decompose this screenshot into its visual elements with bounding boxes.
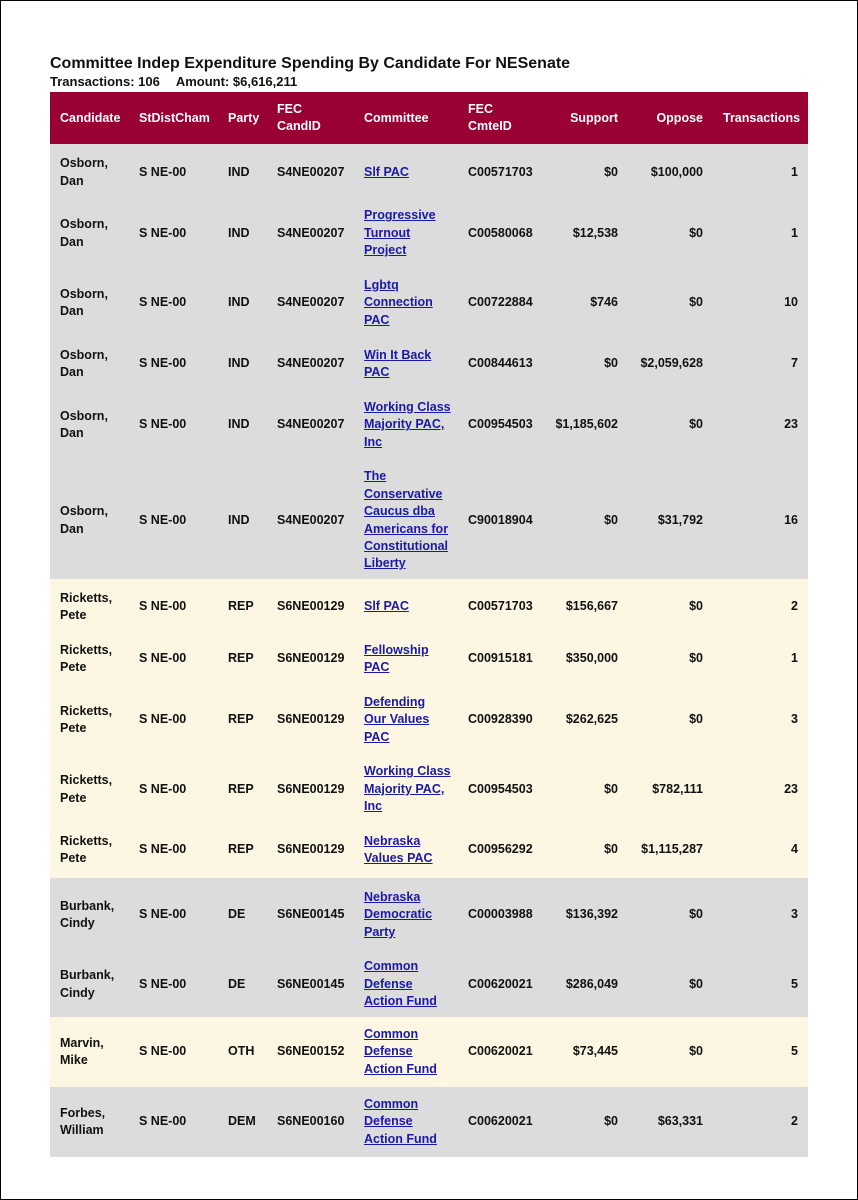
cmteid-cell: C00844613 [458,340,543,388]
district-cell: S NE-00 [129,1087,218,1157]
party-cell: IND [218,144,267,201]
candid-cell: S4NE00207 [267,340,354,388]
oppose-cell: $0 [628,952,713,1017]
cmteid-cell: C00954503 [458,388,543,462]
cmteid-cell: C00620021 [458,952,543,1017]
header-text: Oppose [656,110,703,125]
table-row [50,757,808,822]
candidate-cell-line: Burbank, [60,898,115,913]
party-cell: REP [218,635,267,683]
candidate-cell-line: Dan [60,521,84,536]
committee-cell-line[interactable]: Project [364,243,407,258]
table-row [50,201,808,266]
committee-cell[interactable] [354,1017,458,1087]
header-text: Support [570,110,618,125]
table-row [50,462,808,579]
candidate-cell-line: Ricketts, [60,703,113,718]
candidate-cell-line: Ricketts, [60,833,113,848]
oppose-cell: $0 [628,266,713,340]
committee-cell-line[interactable]: Win It Back [364,347,432,362]
district-cell: S NE-00 [129,388,218,462]
transactions-cell: 10 [713,266,808,340]
column-header-party [218,92,267,144]
committee-link[interactable] [364,959,437,1008]
committee-cell-line[interactable]: Lgbtq [364,277,399,292]
transactions-cell: 1 [713,144,808,201]
column-header-fec-candid [267,92,354,144]
committee-cell[interactable] [354,757,458,822]
committee-link[interactable] [364,643,429,674]
cmteid-cell: C00928390 [458,683,543,757]
support-cell: $1,185,602 [543,388,628,462]
committee-cell-line[interactable]: Action Fund [364,1131,437,1146]
candid-cell: S6NE00145 [267,878,354,952]
candid-cell: S4NE00207 [267,201,354,266]
committee-cell-line[interactable]: PAC [364,660,390,674]
header-text: Transactions [723,110,801,125]
transactions-cell: 4 [713,822,808,878]
committee-link[interactable] [364,764,451,813]
committee-cell-line[interactable]: Defense [364,976,413,991]
transactions-cell: 23 [713,388,808,462]
candidate-cell [50,388,129,462]
oppose-cell: $63,331 [628,1087,713,1157]
party-cell: IND [218,462,267,579]
committee-link[interactable] [364,1027,437,1076]
candidate-cell-line: Marvin, [60,1035,104,1050]
committee-cell[interactable] [354,635,458,683]
column-header-transactions [713,92,808,144]
district-cell: S NE-00 [129,683,218,757]
candidate-cell [50,266,129,340]
committee-link[interactable] [364,348,431,379]
committee-cell-line[interactable]: The [364,469,387,484]
column-header-oppose [628,92,713,144]
committee-link[interactable] [364,599,409,613]
candidate-cell [50,462,129,579]
committee-link[interactable] [364,469,448,570]
party-cell: IND [218,388,267,462]
table-row [50,683,808,757]
support-cell: $73,445 [543,1017,628,1087]
oppose-cell: $0 [628,635,713,683]
table-row [50,144,808,201]
district-cell: S NE-00 [129,201,218,266]
committee-cell-line[interactable]: Our Values [364,712,430,727]
cmteid-cell: C00915181 [458,635,543,683]
candidate-cell-line: Dan [60,365,84,379]
support-cell: $0 [543,757,628,822]
header-text: CandID [277,119,321,133]
committee-link[interactable] [364,208,436,257]
committee-cell-line[interactable]: Working Class [364,764,451,779]
transactions-cell: 7 [713,340,808,388]
committee-cell-line[interactable]: Action Fund [364,994,437,1009]
party-cell: OTH [218,1017,267,1087]
cmteid-cell: C00571703 [458,144,543,201]
committee-cell-line[interactable]: Majority PAC, [364,417,445,432]
candidate-cell-line: Cindy [60,985,95,1000]
committee-cell-line[interactable]: Americans for [364,521,449,536]
candidate-cell-line: Pete [60,851,87,865]
candid-cell: S6NE00152 [267,1017,354,1087]
district-cell: S NE-00 [129,579,218,635]
oppose-cell: $2,059,628 [628,340,713,388]
committee-cell-line[interactable]: Action Fund [364,1061,437,1076]
transactions-cell: 16 [713,462,808,579]
committee-cell[interactable] [354,144,458,201]
candidate-cell [50,878,129,952]
party-cell: REP [218,822,267,878]
candid-cell: S6NE00129 [267,757,354,822]
candidate-cell-line: William [60,1123,104,1137]
table-row [50,822,808,878]
candidate-cell-line: Osborn, [60,347,108,362]
candidate-cell-line: Osborn, [60,504,108,519]
committee-cell-line[interactable]: Slf PAC [364,164,409,179]
committee-cell-line[interactable]: Common [364,1096,419,1111]
committee-cell-line[interactable]: Values PAC [364,851,433,865]
committee-cell-line[interactable]: Common [364,1026,419,1041]
support-cell: $0 [543,822,628,878]
transactions-cell: 5 [713,952,808,1017]
header-text: FEC [277,102,302,116]
expenditure-table [50,92,808,1157]
committee-cell[interactable] [354,201,458,266]
amount-total: Amount: $6,616,211 [175,74,298,89]
candidate-cell [50,757,129,822]
candidate-cell-line: Burbank, [60,968,115,983]
candidate-cell [50,579,129,635]
support-cell: $0 [543,462,628,579]
candidate-cell-line: Pete [60,608,87,622]
oppose-cell: $0 [628,1017,713,1087]
oppose-cell: $0 [628,683,713,757]
candidate-cell [50,952,129,1017]
committee-cell-line[interactable]: Party [364,924,396,939]
candidate-cell-line: Ricketts, [60,590,113,605]
committee-cell[interactable] [354,579,458,635]
cmteid-cell: C00956292 [458,822,543,878]
support-cell: $0 [543,340,628,388]
candidate-cell [50,822,129,878]
report-summary [50,74,808,90]
committee-cell-line[interactable]: PAC [364,312,390,327]
header-text: CmteID [468,119,512,133]
candidate-cell-line: Pete [60,790,87,805]
party-cell: DE [218,952,267,1017]
committee-link[interactable] [364,400,451,449]
committee-link[interactable] [364,695,429,744]
committee-cell-line[interactable]: Working Class [364,399,451,414]
committee-link[interactable] [364,165,409,179]
support-cell: $156,667 [543,579,628,635]
committee-cell[interactable] [354,266,458,340]
party-cell: REP [218,683,267,757]
column-header-candidate [50,92,129,144]
candidate-cell-line: Dan [60,304,84,318]
cmteid-cell: C00003988 [458,878,543,952]
committee-cell-line[interactable]: Progressive [364,208,436,223]
committee-link[interactable] [364,1097,437,1146]
support-cell: $350,000 [543,635,628,683]
committee-cell-line[interactable]: Conservative [364,486,443,501]
header-text: FEC [468,102,493,116]
committee-cell-line[interactable]: Inc [364,434,383,449]
committee-cell[interactable] [354,878,458,952]
candid-cell: S6NE00129 [267,822,354,878]
committee-cell-line[interactable]: Liberty [364,556,406,571]
support-cell: $262,625 [543,683,628,757]
committee-link[interactable] [364,890,432,939]
header-text: Committee [364,110,429,125]
transactions-cell: 1 [713,201,808,266]
committee-cell-line[interactable]: Common [364,959,419,974]
committee-cell[interactable] [354,1087,458,1157]
candidate-cell [50,144,129,201]
table-row [50,878,808,952]
candid-cell: S6NE00145 [267,952,354,1017]
committee-cell-line[interactable]: Caucus dba [364,504,435,519]
cmteid-cell: C90018904 [458,462,543,579]
oppose-cell: $31,792 [628,462,713,579]
party-cell: REP [218,579,267,635]
support-cell: $746 [543,266,628,340]
candid-cell: S4NE00207 [267,266,354,340]
committee-cell[interactable] [354,388,458,462]
district-cell: S NE-00 [129,822,218,878]
candidate-cell [50,1017,129,1087]
table-row [50,1017,808,1087]
table-row [50,266,808,340]
support-cell: $136,392 [543,878,628,952]
candidate-cell [50,1087,129,1157]
candidate-cell-line: Mike [60,1053,88,1067]
candidate-cell-line: Osborn, [60,217,108,232]
committee-cell[interactable] [354,952,458,1017]
candidate-cell [50,635,129,683]
party-cell: DE [218,878,267,952]
committee-cell-line[interactable]: Defense [364,1044,413,1059]
committee-cell-line[interactable]: Constitutional [364,538,449,553]
report-title: Committee Indep Expenditure Spending By Candidate For NESenate [50,55,571,72]
committee-cell-line[interactable]: Defending [364,694,426,709]
support-cell: $12,538 [543,201,628,266]
column-header-support [543,92,628,144]
candidate-cell-line: Osborn, [60,156,108,171]
oppose-cell: $0 [628,388,713,462]
transactions-cell: 2 [713,579,808,635]
committee-cell-line[interactable]: Inc [364,799,383,814]
candid-cell: S6NE00129 [267,635,354,683]
committee-link[interactable] [364,278,433,327]
table-row [50,1087,808,1157]
district-cell: S NE-00 [129,635,218,683]
party-cell: IND [218,266,267,340]
district-cell: S NE-00 [129,952,218,1017]
transactions-total: Transactions: 106 [50,74,160,89]
committee-cell-line[interactable]: Defense [364,1114,413,1129]
committee-cell-line[interactable]: Slf PAC [364,599,409,614]
oppose-cell: $100,000 [628,144,713,201]
candid-cell: S4NE00207 [267,462,354,579]
candidate-cell-line: Dan [60,234,84,249]
candidate-cell [50,683,129,757]
committee-cell[interactable] [354,340,458,388]
candid-cell: S4NE00207 [267,388,354,462]
table-header-row [50,92,808,144]
support-cell: $0 [543,1087,628,1157]
cmteid-cell: C00580068 [458,201,543,266]
column-header-committee [354,92,458,144]
report [50,54,808,1157]
cmteid-cell: C00722884 [458,266,543,340]
district-cell: S NE-00 [129,878,218,952]
table-row [50,635,808,683]
committee-cell-line[interactable]: Nebraska [364,833,421,848]
cmteid-cell: C00954503 [458,757,543,822]
oppose-cell: $0 [628,201,713,266]
transactions-cell: 3 [713,878,808,952]
candidate-cell-line: Ricketts, [60,773,113,788]
table-row [50,340,808,388]
committee-link[interactable] [364,834,433,865]
header-text: Party [228,110,260,125]
committee-cell[interactable] [354,822,458,878]
committee-cell-line[interactable]: PAC [364,729,390,744]
candidate-cell-line: Forbes, [60,1105,106,1120]
committee-cell-line[interactable]: Connection [364,295,433,310]
oppose-cell: $0 [628,878,713,952]
party-cell: IND [218,340,267,388]
district-cell: S NE-00 [129,144,218,201]
candidate-cell-line: Dan [60,173,84,188]
cmteid-cell: C00620021 [458,1087,543,1157]
candidate-cell-line: Osborn, [60,286,108,301]
transactions-cell: 1 [713,635,808,683]
candidate-cell-line: Pete [60,660,87,674]
party-cell: REP [218,757,267,822]
support-cell: $0 [543,144,628,201]
candidate-cell-line: Osborn, [60,408,108,423]
party-cell: IND [218,201,267,266]
cmteid-cell: C00620021 [458,1017,543,1087]
candidate-cell-line: Dan [60,426,84,440]
candid-cell: S6NE00160 [267,1087,354,1157]
district-cell: S NE-00 [129,1017,218,1087]
support-cell: $286,049 [543,952,628,1017]
candidate-cell [50,201,129,266]
candidate-cell-line: Ricketts, [60,642,113,657]
candid-cell: S6NE00129 [267,683,354,757]
table-row [50,952,808,1017]
party-cell: DEM [218,1087,267,1157]
district-cell: S NE-00 [129,266,218,340]
committee-cell-line[interactable]: PAC [364,365,390,379]
column-header-stdistcham [129,92,218,144]
committee-cell-line[interactable]: Fellowship [364,642,429,657]
oppose-cell: $1,115,287 [628,822,713,878]
candidate-cell-line: Pete [60,721,87,735]
committee-cell[interactable] [354,462,458,579]
header-text: StDistCham [139,110,210,125]
oppose-cell: $782,111 [628,757,713,822]
table-row [50,388,808,462]
committee-cell-line[interactable]: Turnout [364,225,411,240]
candidate-cell-line: Cindy [60,916,95,930]
candidate-cell [50,340,129,388]
column-header-fec-cmteid [458,92,543,144]
committee-cell-line[interactable]: Democratic [364,907,433,922]
district-cell: S NE-00 [129,757,218,822]
header-text: Candidate [60,110,121,125]
committee-cell-line[interactable]: Majority PAC, [364,781,445,796]
transactions-cell: 5 [713,1017,808,1087]
transactions-cell: 2 [713,1087,808,1157]
district-cell: S NE-00 [129,462,218,579]
committee-cell-line[interactable]: Nebraska [364,889,421,904]
district-cell: S NE-00 [129,340,218,388]
candid-cell: S6NE00129 [267,579,354,635]
candid-cell: S4NE00207 [267,144,354,201]
committee-cell[interactable] [354,683,458,757]
oppose-cell: $0 [628,579,713,635]
transactions-cell: 3 [713,683,808,757]
cmteid-cell: C00571703 [458,579,543,635]
table-row [50,579,808,635]
transactions-cell: 23 [713,757,808,822]
